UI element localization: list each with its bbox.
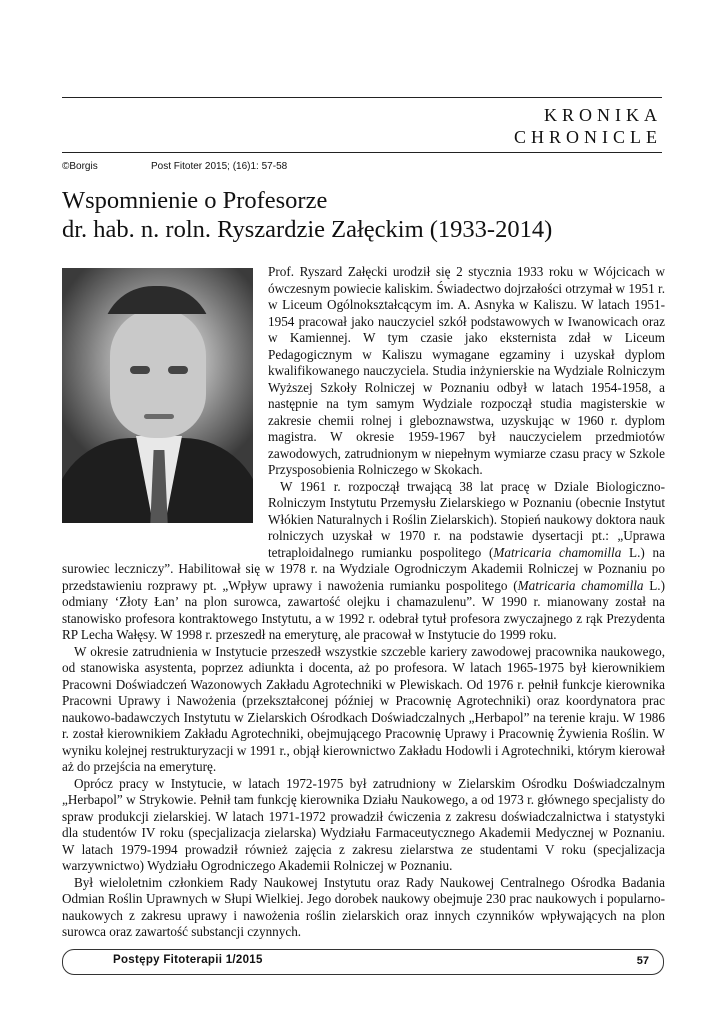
paragraph-5: Był wieloletnim członkiem Rady Naukowej Instytutu oraz Rady Naukowej Centralnego Ośrodka Badania Odmian Roślin Uprawnych w Słupi Wielkiej. Jego dorobek naukowy obejmuje 230 prac naukowych i popularno-naukowych z zakresu uprawy i nawożenia roślin zielarskich oraz innych czynników wpływających na plon surowca oraz zawartość substancji czynnych.	[62, 874, 665, 939]
header-rule	[62, 152, 662, 153]
article-body	[62, 264, 665, 941]
paragraph-4: Oprócz pracy w Instytucie, w latach 1972-1975 był zatrudniony w Zielarskim Ośrodku Doświadczalnym „Herbapol” w Strykowie. Pełnił tam funkcję kierownika Działu Naukowego, a od 1973 r. głównego specjalisty do spraw produkcji zielarskiej. W latach 1971-1972 prowadził ćwiczenia z zakresu doświadczalnictwa i statystyki dla studentów IV roku (specjalizacja zielarska) Wydziału Farmaceutycznego Akademii Medycznej w Poznaniu. W latach 1979-1994 prowadził również zajęcia z zakresu zielarstwa ze studentami V roku (specjalizacja warzywnictwo) Wydziału Ogrodniczego Akademii Rolniczej w Poznaniu.	[62, 775, 665, 873]
citation-label: Post Fitoter 2015; (16)1: 57-58	[151, 161, 288, 172]
page-footer	[62, 949, 664, 975]
title-line-1: Wspomnienie o Profesorze	[62, 187, 328, 214]
top-rule	[62, 97, 662, 98]
species-name-1: Matricaria chamomilla	[493, 544, 622, 560]
publisher-label: ©Borgis	[62, 161, 98, 172]
photo-spacer	[62, 264, 268, 551]
section-label-en: CHRONICLE	[514, 127, 662, 147]
section-label-pl: KRONIKA	[544, 105, 662, 125]
paragraph-2-part-c: L.) odmiany ‘Złoty Łan’ na plon surowca, zawartość olejku i chamazulenu”. W 1990 r. mianowany został na stanowisko profesora kontraktowego Instytutu, a w 1992 r. odebrał tytuł profesora zwyczajnego z rąk Prezydenta RP Lecha Wałęsy. W 1998 r. przeszedł na emeryturę, ale pracował w Instytucie do 1999 roku.	[62, 577, 665, 642]
paragraph-2-part-a: W 1961 r. rozpoczął trwającą 38 lat pracę w Dziale Biologiczno-Rolniczym Instytutu Przemysłu Zielarskiego w Poznaniu (obecnie Instytut Włókien Naturalnych i Roślin Zielarskich). Stopień naukowy doktora nauk rolniczych uzyskał w 1970 r. na podstawie dysertacji pt.: „Uprawa tetraploidalnego rumianku pospolitego (	[268, 478, 665, 560]
article-meta	[62, 161, 288, 172]
journal-name: Postępy Fitoterapii 1/2015	[113, 954, 263, 966]
section-heading	[514, 104, 662, 148]
paragraph-2-part-b: L.) na surowiec leczniczy”. Habilitował się w 1978 r. na Wydziale Ogrodniczym Akademii Rolniczej w Poznaniu po przedstawieniu rozprawy pt. „Wpływ uprawy i nawożenia rumianku pospolitego (	[62, 544, 665, 593]
title-line-2: dr. hab. n. roln. Ryszardzie Załęckim (1933-2014)	[62, 216, 553, 243]
species-name-2: Matricaria chamomilla	[517, 577, 644, 593]
paragraph-3: W okresie zatrudnienia w Instytucie przeszedł wszystkie szczeble kariery zawodowej pracownika naukowego, od stanowiska asystenta, poprzez adiunkta i docenta, aż po profesora. W latach 1965-1975 był kierownikiem Pracowni Doświadczeń Wazonowych Zakładu Agrotechniki w Plewiskach. Od 1976 r. pełnił funkcje kierownika Pracowni Uprawy i Nawożenia (przekształconej później w Pracownię Agrotechniki) oraz koordynatora prac naukowo-badawczych Instytutu w Zielarskich Ośrodkach Doświadczalnych „Herbapol” na terenie kraju. W 1986 r. został kierownikiem Zakładu Agrotechniki, obejmującego Pracownię Uprawy i Pracownię Żywienia Roślin. W wyniku kolejnej restrukturyzacji w 1991 r., objął kierownictwo Zakładu Hodowli i Agrotechniki, którym kierował aż do przejścia na emeryturę.	[62, 643, 665, 774]
paragraph-1: Prof. Ryszard Załęcki urodził się 2 stycznia 1933 roku w Wójcicach w ówczesnym powiecie kaliskim. Świadectwo dojrzałości otrzymał w 1951 r. w Liceum Ogólnokształcącym im. A. Asnyka w Kaliszu. W latach 1951-1954 pracował jako nauczyciel szkół podstawowych w Iwanowicach oraz w Kamiennej. W tym czasie jako eksternista zdał w Liceum Pedagogicznym w Kaliszu wymagane egzaminy i uzyskał dyplom kwalifikowanego nauczyciela. Studia inżynierskie na Wydziale Rolniczym Wyższej Szkoły Rolniczej w Poznaniu odbył w latach 1954-1958, a następnie na tym samym Wydziale rozpoczął studia magisterskie w zakresie chemii rolnej i gleboznawstwa, uzyskując w 1960 r. dyplom magistra. W okresie 1959-1967 był nauczycielem przedmiotów zawodowych, zatrudnionym w niepełnym wymiarze czasu pracy w Szkole Przysposobienia Rolniczego w Skokach.	[268, 264, 665, 477]
page-number: 57	[636, 955, 649, 967]
article-title	[62, 186, 662, 244]
